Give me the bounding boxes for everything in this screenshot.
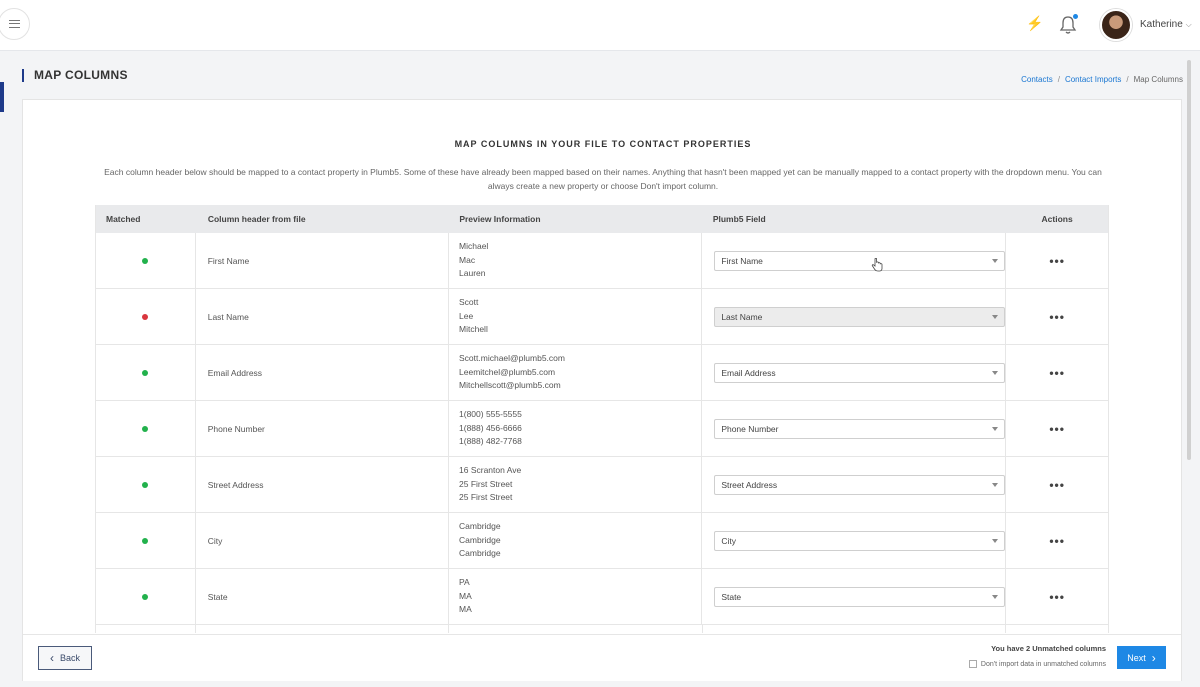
breadcrumb-current: Map Columns [1133, 75, 1183, 84]
top-bar [0, 0, 1200, 51]
table-row [96, 457, 1108, 513]
chevron-down-icon [992, 315, 998, 319]
user-name: Katherine [1140, 19, 1183, 30]
column-header-actions: Actions [1041, 214, 1073, 224]
unmatched-count: You have 2 Unmatched columns [991, 644, 1106, 653]
sidebar-accent [0, 82, 4, 112]
more-icon[interactable]: ••• [1049, 253, 1065, 268]
table-row [96, 289, 1108, 345]
field-select[interactable]: First Name [714, 251, 1005, 271]
more-icon[interactable]: ••• [1049, 309, 1065, 324]
table-row [96, 233, 1108, 289]
breadcrumb-contact-imports[interactable]: Contact Imports [1064, 75, 1122, 84]
bolt-icon[interactable]: ⚡ [1026, 15, 1044, 31]
preview-info: 16 Scranton Ave 25 First Street 25 First Street [459, 465, 522, 503]
preview-info: Cambridge Cambridge Cambridge [459, 521, 501, 559]
table-row [96, 401, 1108, 457]
column-header-cell: State [196, 569, 449, 624]
chevron-down-icon [992, 427, 998, 431]
breadcrumb-separator: / [1057, 75, 1060, 84]
status-dot-icon [142, 594, 148, 600]
chevron-down-icon [992, 595, 998, 599]
mapping-table [95, 205, 1109, 633]
column-header-cell: Street Address [196, 457, 449, 512]
column-header-cell: Email Address [196, 345, 449, 400]
field-select[interactable]: Street Address [714, 475, 1005, 495]
table-header [96, 205, 1108, 233]
column-header-preview: Preview Information [459, 214, 541, 224]
notification-dot [1073, 14, 1078, 19]
footer-bar [23, 634, 1181, 681]
menu-icon [9, 20, 20, 28]
avatar[interactable] [1100, 9, 1132, 41]
table-row [96, 513, 1108, 569]
chevron-down-icon [992, 539, 998, 543]
field-select[interactable]: City [714, 531, 1005, 551]
chevron-down-icon [992, 483, 998, 487]
table-row [96, 625, 1108, 633]
table-row [96, 345, 1108, 401]
chevron-down-icon [992, 371, 998, 375]
field-select[interactable]: State [714, 587, 1005, 607]
preview-info: Scott.michael@plumb5.com Leemitchel@plumb5.com Mitchellscott@plumb5.com [459, 353, 565, 391]
dont-import-label: Don't import data in unmatched columns [980, 660, 1106, 668]
field-select[interactable]: Phone Number [714, 419, 1005, 439]
breadcrumb-contacts[interactable]: Contacts [1021, 75, 1053, 84]
field-select[interactable]: Email Address [714, 363, 1005, 383]
chevron-left-icon: ‹ [49, 651, 54, 665]
more-icon[interactable]: ••• [1049, 477, 1065, 492]
field-select[interactable]: Last Name [714, 307, 1005, 327]
next-button[interactable] [1117, 646, 1166, 669]
user-menu[interactable] [1140, 19, 1192, 30]
table-row [96, 569, 1108, 625]
preview-info: 1(800) 555-5555 1(888) 456-6666 1(888) 482-7768 [459, 409, 522, 447]
next-label: Next [1127, 652, 1146, 663]
status-dot-icon [142, 258, 148, 264]
dont-import-checkbox[interactable] [969, 660, 977, 668]
breadcrumb-separator: / [1126, 75, 1129, 84]
page-title: MAP COLUMNS [22, 69, 128, 82]
preview-info: PA MA MA [459, 577, 472, 615]
status-dot-icon [142, 314, 148, 320]
more-icon[interactable]: ••• [1049, 589, 1065, 604]
back-button[interactable] [38, 646, 92, 670]
status-dot-icon [142, 426, 148, 432]
more-icon[interactable]: ••• [1049, 533, 1065, 548]
hand-cursor-icon [871, 258, 883, 272]
column-header-matched: Matched [106, 214, 141, 224]
more-icon[interactable]: ••• [1049, 421, 1065, 436]
map-columns-card [22, 99, 1182, 681]
preview-info: Michael Mac Lauren [459, 241, 489, 279]
column-header-cell: First Name [196, 233, 449, 288]
card-title: MAP COLUMNS IN YOUR FILE TO CONTACT PROPERTIES [454, 139, 752, 149]
chevron-down-icon [992, 259, 998, 263]
status-dot-icon [142, 538, 148, 544]
more-icon[interactable]: ••• [1049, 365, 1065, 380]
column-header-file: Column header from file [207, 214, 306, 224]
page-scrollbar[interactable] [1187, 60, 1191, 460]
column-header-cell: Last Name [196, 289, 449, 344]
back-label: Back [59, 653, 80, 663]
dont-import-option[interactable] [969, 660, 1106, 668]
chevron-down-icon: ⌵ [1185, 20, 1192, 29]
menu-button[interactable] [0, 8, 30, 40]
column-header-cell: Phone Number [196, 401, 449, 456]
preview-info: Scott Lee Mitchell [459, 297, 488, 335]
column-header-cell: City [196, 513, 449, 568]
column-header-field: Plumb5 Field [712, 214, 766, 224]
chevron-right-icon: › [1151, 650, 1156, 665]
status-dot-icon [142, 370, 148, 376]
card-description: Each column header below should be mapped to a contact property in Plumb5. Some of these have already been mapped based on their names. Anything that hasn't been mapped yet can be manually mapped to a contact property with the dropdown menu. You can always create a new property or choose Don't import column. [104, 167, 1102, 191]
status-dot-icon [142, 482, 148, 488]
breadcrumb [1021, 75, 1183, 84]
